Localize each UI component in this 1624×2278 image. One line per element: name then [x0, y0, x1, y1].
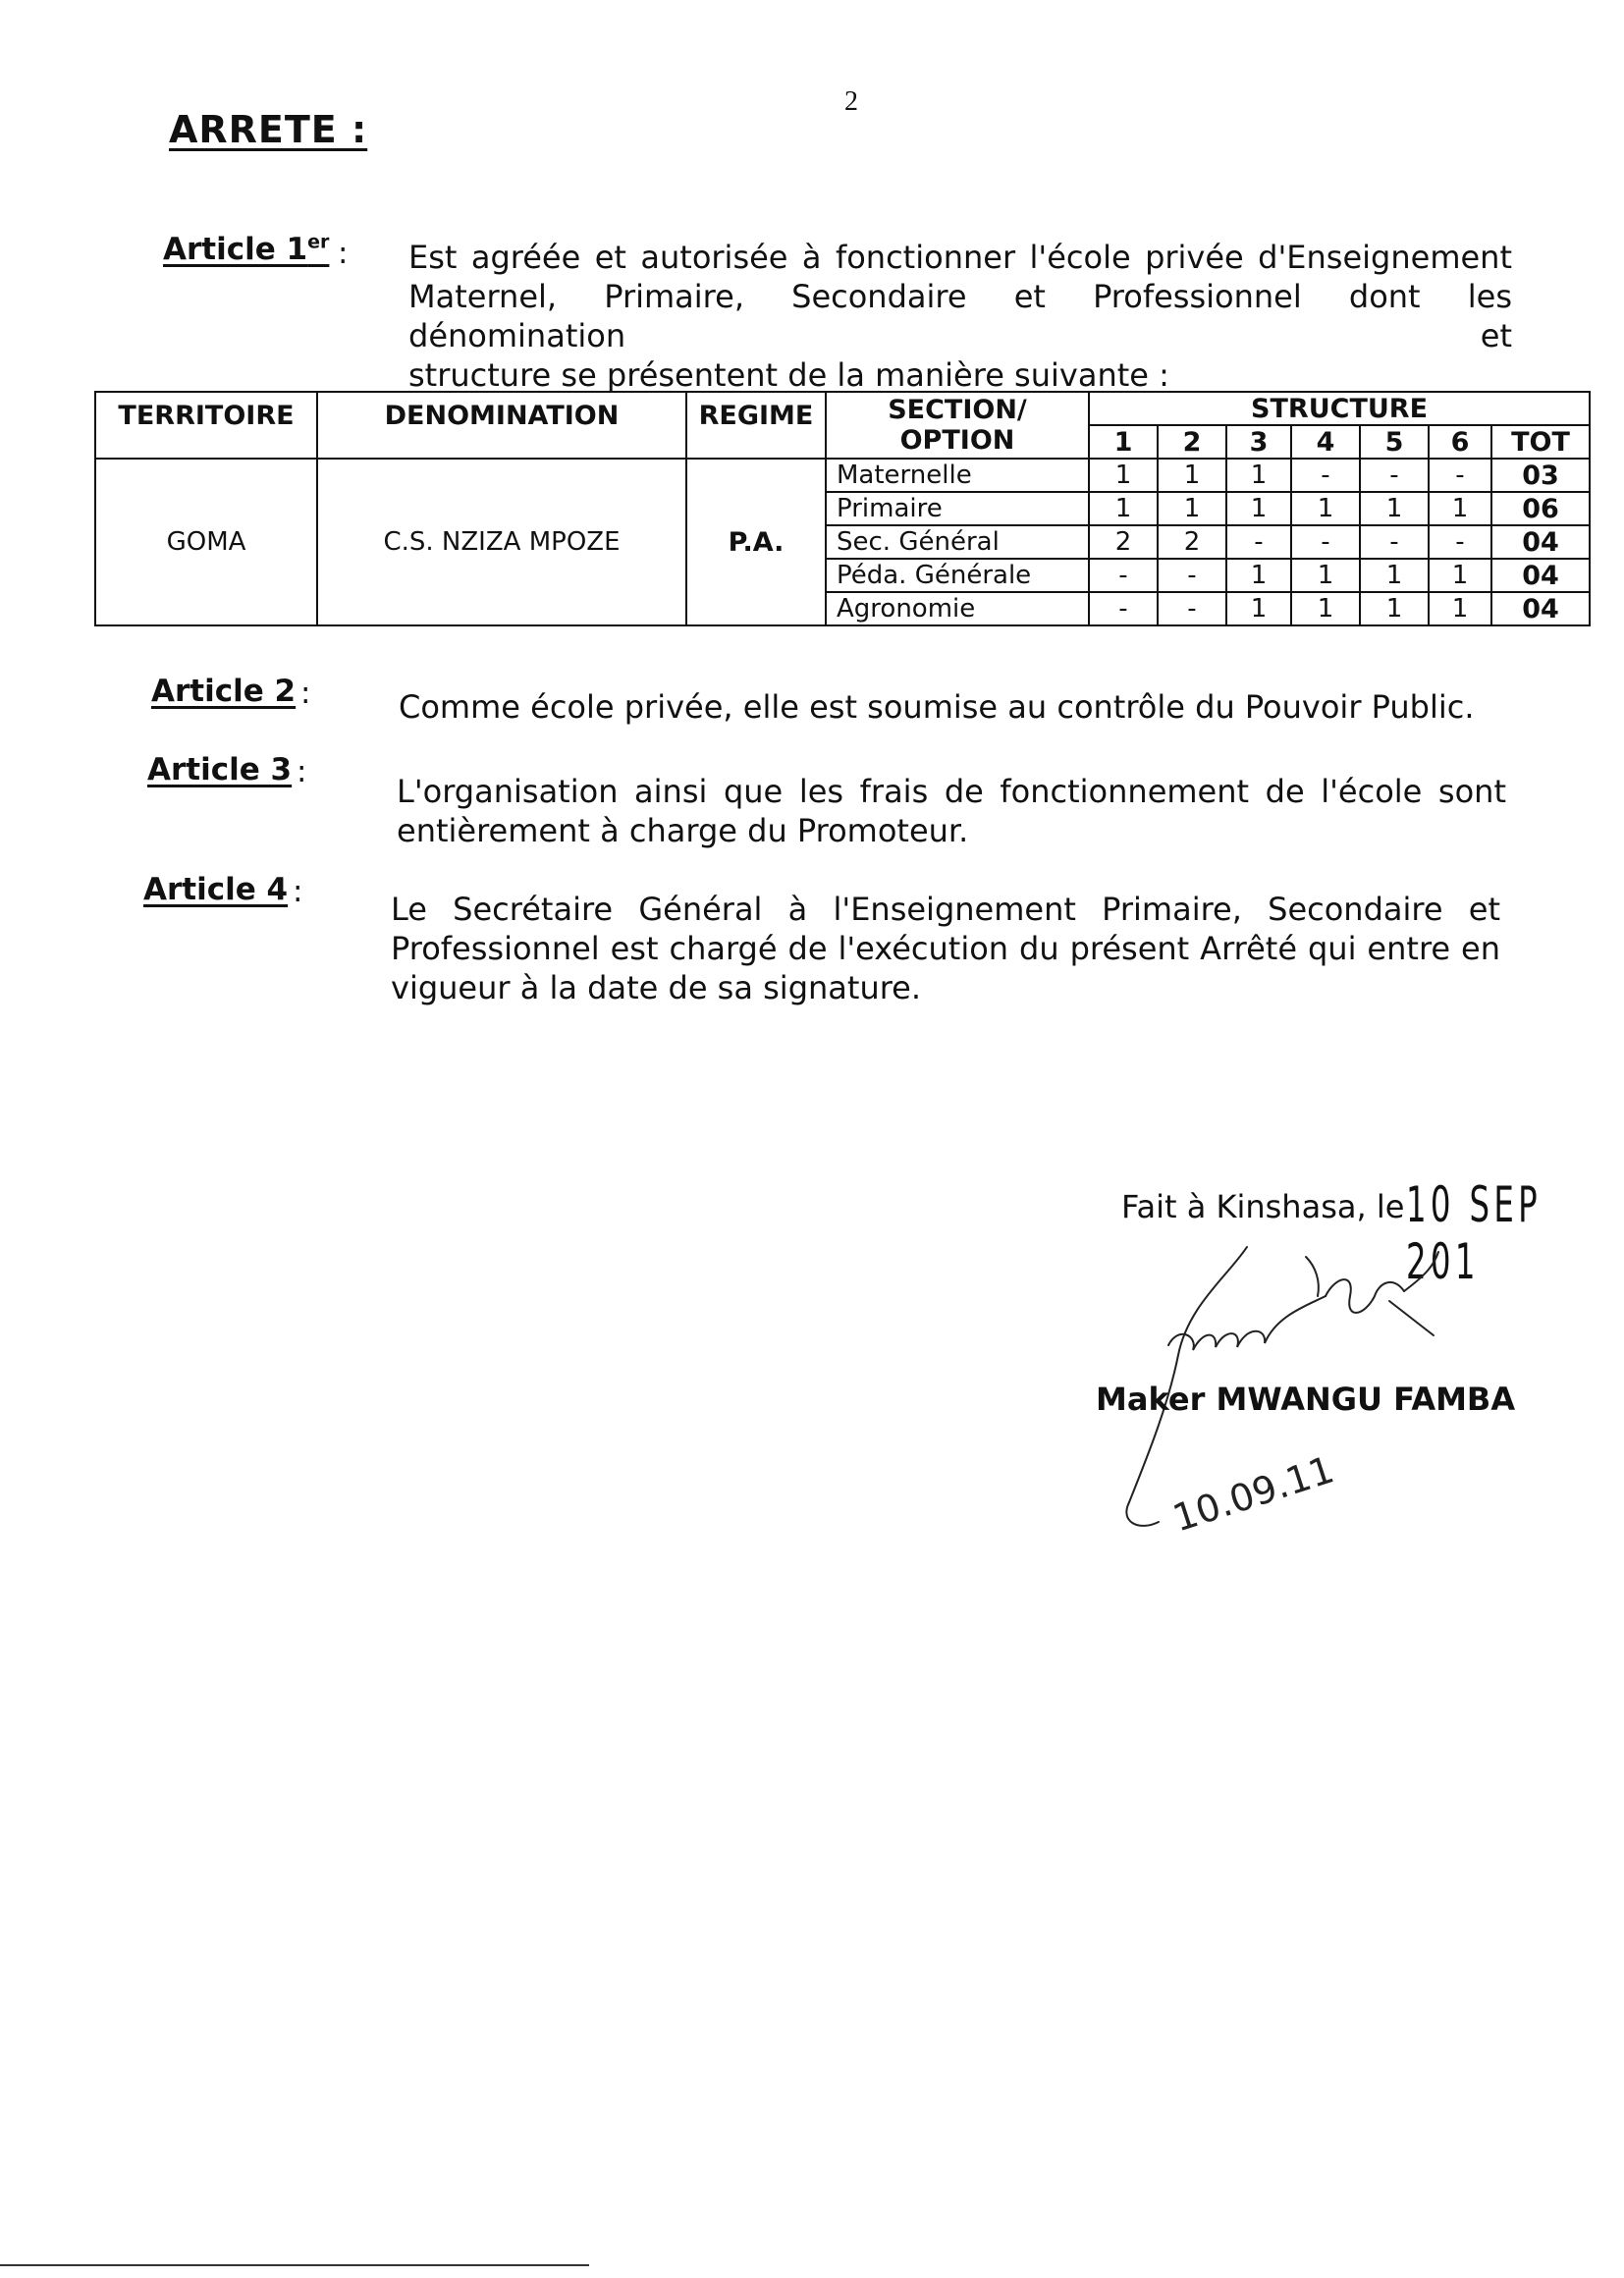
value-cell: 1: [1226, 459, 1291, 492]
article-4-text: [391, 890, 1500, 1007]
denomination-cell: C.S. NZIZA MPOZE: [317, 459, 686, 625]
section-cell: Primaire: [826, 492, 1089, 525]
handwritten-date: 10.09.11: [1167, 1447, 1339, 1541]
header-section: SECTION/ OPTION: [826, 392, 1089, 459]
total-cell: 03: [1491, 459, 1590, 492]
article-3-line: L'organisation ainsi que les frais de fonctionnement de l'école sont: [397, 773, 1506, 810]
article-3-line: entièrement à charge du Promoteur.: [397, 812, 969, 849]
header-col-5: 5: [1360, 425, 1429, 459]
document-heading: ARRETE :: [169, 108, 368, 151]
header-col-1: 1: [1089, 425, 1158, 459]
value-cell: 1: [1089, 492, 1158, 525]
article-1-label: [163, 232, 329, 267]
total-cell: 04: [1491, 525, 1590, 559]
header-territoire: TERRITOIRE: [95, 392, 317, 459]
signature-place: Fait à Kinshasa, le: [1121, 1188, 1405, 1225]
article-2-text: Comme école privée, elle est soumise au contrôle du Pouvoir Public.: [399, 688, 1475, 726]
article-1-label-sup: er: [307, 232, 330, 253]
article-3-text: [397, 772, 1506, 850]
value-cell: 2: [1089, 525, 1158, 559]
value-cell: 1: [1158, 492, 1226, 525]
value-cell: -: [1429, 459, 1491, 492]
value-cell: -: [1360, 525, 1429, 559]
article-4-line: Le Secrétaire Général à l'Enseignement Primaire, Secondaire et: [391, 891, 1500, 928]
header-col-2: 2: [1158, 425, 1226, 459]
structure-table: [94, 391, 1591, 626]
regime-cell: P.A.: [686, 459, 826, 625]
table-row: [95, 459, 1590, 492]
value-cell: 1: [1226, 492, 1291, 525]
article-4-line: Professionnel est chargé de l'exécution du présent Arrêté qui entre en: [391, 930, 1500, 967]
article-1-line: Est agréée et autorisée à fonctionner l'école privée d'Enseignement: [408, 239, 1512, 276]
article-4-line: vigueur à la date de sa signature.: [391, 969, 922, 1006]
article-1-line: Maternel, Primaire, Secondaire et Professionnel dont les dénomination et: [408, 278, 1512, 354]
section-cell: Péda. Générale: [826, 559, 1089, 592]
value-cell: 1: [1226, 559, 1291, 592]
article-1-colon: :: [338, 236, 349, 271]
value-cell: -: [1226, 525, 1291, 559]
article-3-label: Article 3: [147, 752, 293, 787]
section-cell: Sec. Général: [826, 525, 1089, 559]
territoire-cell: GOMA: [95, 459, 317, 625]
article-4-label: Article 4: [143, 872, 289, 907]
signer-name: Maker MWANGU FAMBA: [1096, 1381, 1516, 1418]
value-cell: -: [1291, 525, 1360, 559]
value-cell: 1: [1291, 559, 1360, 592]
value-cell: -: [1158, 559, 1226, 592]
article-1-label-text: Article 1: [163, 232, 308, 268]
header-structure: STRUCTURE: [1089, 392, 1590, 425]
total-cell: 04: [1491, 559, 1590, 592]
total-cell: 06: [1491, 492, 1590, 525]
value-cell: 1: [1158, 459, 1226, 492]
article-2-label: Article 2: [151, 674, 297, 709]
value-cell: 1: [1291, 592, 1360, 625]
value-cell: 1: [1226, 592, 1291, 625]
value-cell: 1: [1429, 559, 1491, 592]
section-cell: Maternelle: [826, 459, 1089, 492]
value-cell: 1: [1429, 592, 1491, 625]
page-number: 2: [844, 86, 858, 117]
signature-date-stamp: 10 SEP 201: [1406, 1176, 1542, 1290]
total-cell: 04: [1491, 592, 1590, 625]
value-cell: -: [1291, 459, 1360, 492]
value-cell: -: [1089, 559, 1158, 592]
article-1-text: [408, 238, 1512, 395]
article-1-line: structure se présentent de la manière suivante :: [408, 356, 1169, 394]
header-col-4: 4: [1291, 425, 1360, 459]
value-cell: 1: [1089, 459, 1158, 492]
article-4-colon: :: [293, 874, 303, 909]
header-denomination: DENOMINATION: [317, 392, 686, 459]
value-cell: 1: [1360, 592, 1429, 625]
value-cell: -: [1429, 525, 1491, 559]
value-cell: 1: [1360, 492, 1429, 525]
header-col-tot: TOT: [1491, 425, 1590, 459]
value-cell: -: [1089, 592, 1158, 625]
bottom-divider: [0, 2264, 589, 2266]
value-cell: 1: [1291, 492, 1360, 525]
value-cell: -: [1158, 592, 1226, 625]
header-col-6: 6: [1429, 425, 1491, 459]
header-col-3: 3: [1226, 425, 1291, 459]
article-2-colon: :: [300, 676, 311, 711]
value-cell: 1: [1429, 492, 1491, 525]
value-cell: -: [1360, 459, 1429, 492]
section-cell: Agronomie: [826, 592, 1089, 625]
value-cell: 2: [1158, 525, 1226, 559]
value-cell: 1: [1360, 559, 1429, 592]
article-3-colon: :: [297, 754, 307, 789]
header-regime: REGIME: [686, 392, 826, 459]
